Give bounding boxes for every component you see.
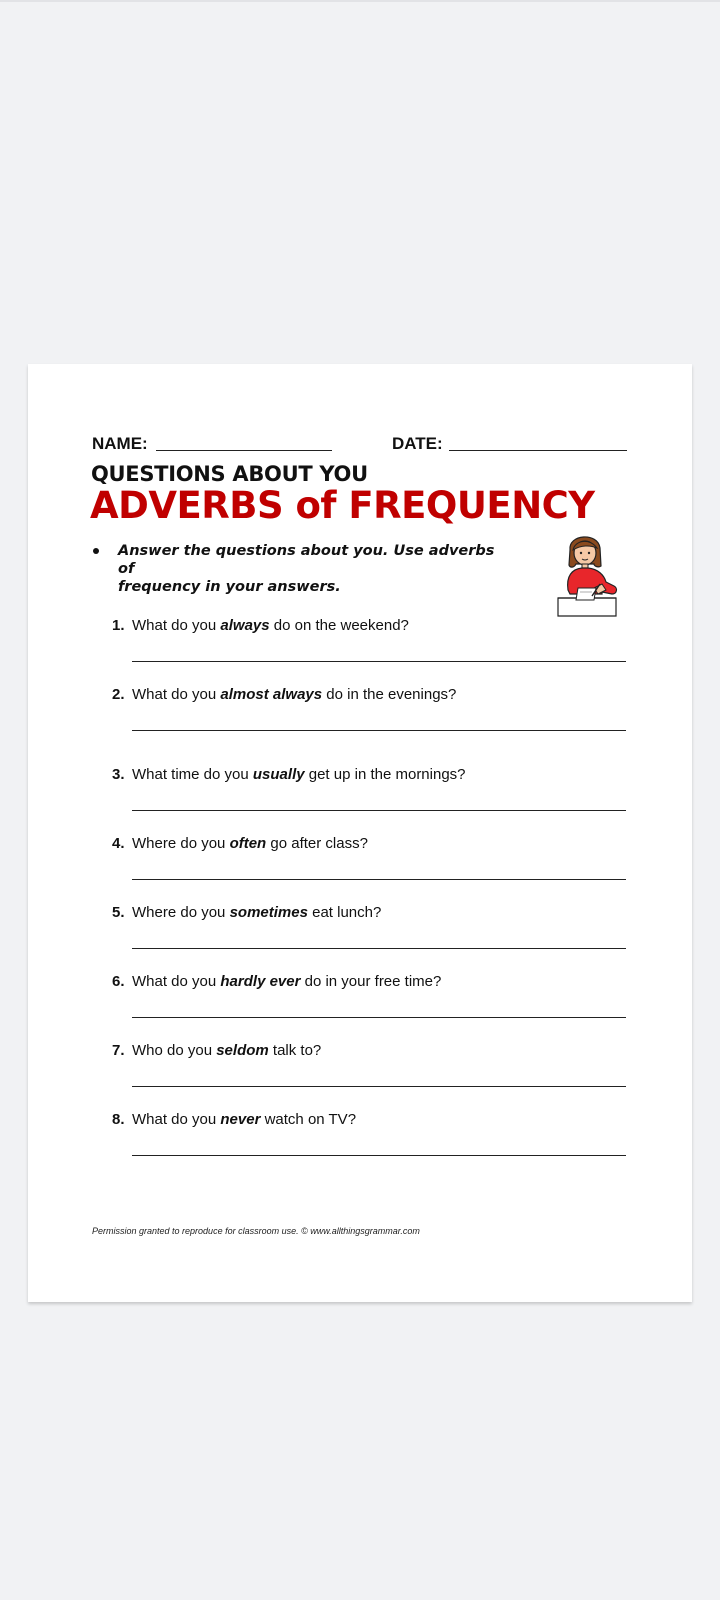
question-adverb: always xyxy=(220,617,270,634)
answer-line[interactable] xyxy=(132,730,626,731)
question-text xyxy=(132,973,441,990)
name-label: NAME: xyxy=(92,434,148,453)
question-adverb: usually xyxy=(252,766,305,783)
worksheet-subtitle: QUESTIONS ABOUT YOU xyxy=(91,462,368,486)
question-prefix: What do you xyxy=(132,973,221,990)
question-adverb: seldom xyxy=(216,1042,269,1059)
answer-line[interactable] xyxy=(132,1155,626,1156)
worksheet-title: ADVERBS of FREQUENCY xyxy=(90,484,595,527)
question-suffix: talk to? xyxy=(268,1042,322,1059)
question-suffix: eat lunch? xyxy=(307,904,382,921)
student-writing-icon xyxy=(554,528,624,620)
question-adverb: hardly ever xyxy=(220,973,301,990)
question-text xyxy=(132,904,381,921)
question-suffix: do in the evenings? xyxy=(322,686,457,703)
answer-line[interactable] xyxy=(132,1086,626,1087)
date-label: DATE: xyxy=(392,434,443,453)
question-adverb: sometimes xyxy=(229,904,308,921)
question-adverb: never xyxy=(220,1111,261,1128)
question-text xyxy=(132,766,466,783)
question-text xyxy=(132,835,368,852)
permission-footer: Permission granted to reproduce for classroom use. © www.allthingsgrammar.com xyxy=(92,1226,420,1236)
question-number: 7. xyxy=(112,1042,125,1059)
instruction-line-2: frequency in your answers. xyxy=(118,579,341,595)
question-prefix: What do you xyxy=(132,617,221,634)
question-text xyxy=(132,1042,321,1059)
question-number: 2. xyxy=(112,686,125,703)
question-prefix: What do you xyxy=(132,1111,221,1128)
question-prefix: What time do you xyxy=(132,766,253,783)
question-prefix: Where do you xyxy=(132,904,230,921)
question-suffix: do on the weekend? xyxy=(269,617,409,634)
answer-line[interactable] xyxy=(132,661,626,662)
question-number: 1. xyxy=(112,617,125,634)
question-prefix: Who do you xyxy=(132,1042,217,1059)
answer-line[interactable] xyxy=(132,1017,626,1018)
date-blank-line[interactable] xyxy=(449,450,627,451)
bullet-icon xyxy=(93,548,99,554)
question-suffix: watch on TV? xyxy=(260,1111,357,1128)
answer-line[interactable] xyxy=(132,810,626,811)
worksheet-page xyxy=(28,364,692,1302)
question-number: 4. xyxy=(112,835,125,852)
instruction-text xyxy=(118,542,508,596)
question-suffix: do in your free time? xyxy=(300,973,442,990)
question-text xyxy=(132,686,456,703)
answer-line[interactable] xyxy=(132,948,626,949)
name-blank-line[interactable] xyxy=(156,450,332,451)
question-adverb: almost always xyxy=(220,686,323,703)
question-number: 6. xyxy=(112,973,125,990)
question-suffix: get up in the mornings? xyxy=(304,766,466,783)
question-number: 3. xyxy=(112,766,125,783)
question-text xyxy=(132,1111,356,1128)
question-text xyxy=(132,617,409,634)
instruction-line-1: Answer the questions about you. Use adverbs of xyxy=(118,543,495,577)
question-suffix: go after class? xyxy=(266,835,368,852)
top-divider xyxy=(0,0,720,2)
question-adverb: often xyxy=(229,835,267,852)
question-prefix: What do you xyxy=(132,686,221,703)
question-number: 5. xyxy=(112,904,125,921)
answer-line[interactable] xyxy=(132,879,626,880)
question-prefix: Where do you xyxy=(132,835,230,852)
question-number: 8. xyxy=(112,1111,125,1128)
